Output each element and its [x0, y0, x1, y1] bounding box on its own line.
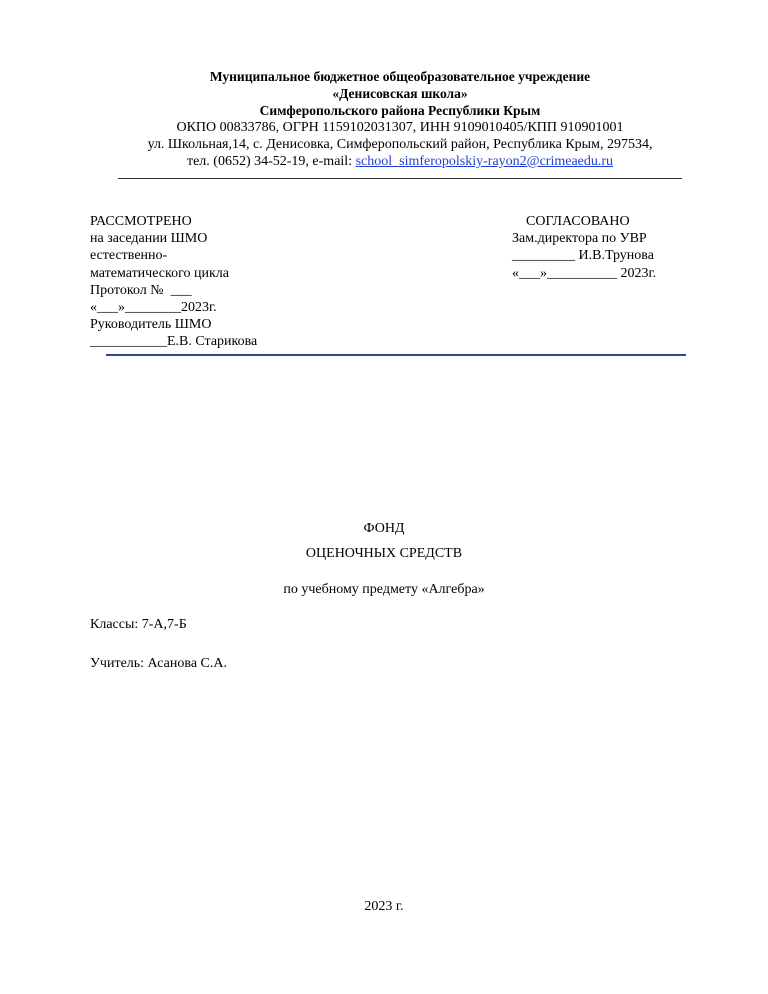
institution-name-line2: «Денисовская школа» [332, 86, 468, 101]
document-title-line1: ФОНД [363, 521, 405, 536]
document-teacher: Учитель: Асанова С.А. [90, 656, 227, 671]
email-link[interactable]: school_simferopolskiy-rayon2@crimeaedu.ru [355, 154, 614, 169]
agreed-date: «___»__________ 2023г. [512, 265, 657, 281]
institution-header [60, 68, 740, 170]
agreed-title: СОГЛАСОВАНО [526, 214, 630, 229]
considered-line1: на заседании ШМО [90, 231, 208, 247]
agreed-block [512, 213, 712, 282]
institution-codes: ОКПО 00833786, ОГРН 1159102031307, ИНН 9109010405/КПП 910901001 [176, 120, 624, 135]
document-classes: Классы: 7-А,7-Б [90, 617, 187, 632]
document-subject: по учебному предмету «Алгебра» [283, 582, 485, 597]
institution-address: ул. Школьная,14, с. Денисовка, Симферопольский район, Республика Крым, 297534, [147, 137, 653, 152]
institution-contacts [60, 153, 740, 170]
considered-head-label: Руководитель ШМО [90, 317, 212, 333]
agreed-signature: _________ И.В.Трунова [512, 248, 654, 264]
phone-text: тел. (0652) 34-52-19, e-mail: [186, 154, 356, 169]
institution-name-line1: Муниципальное бюджетное общеобразовательное учреждение [209, 69, 591, 84]
blue-divider [106, 354, 686, 356]
considered-line3: математического цикла [90, 265, 229, 281]
considered-line2: естественно- [90, 248, 168, 264]
considered-head-signature: ___________Е.В. Старикова [90, 334, 258, 350]
considered-block [90, 213, 350, 351]
document-title-line2: ОЦЕНОЧНЫХ СРЕДСТВ [305, 546, 463, 561]
document-year: 2023 г. [364, 899, 404, 914]
institution-name-line3: Симферопольского района Республики Крым [259, 103, 541, 118]
agreed-position: Зам.директора по УВР [512, 231, 647, 247]
considered-title: РАССМОТРЕНО [90, 214, 192, 229]
header-divider [118, 178, 682, 179]
considered-date: «___»________2023г. [90, 300, 217, 316]
considered-protocol: Протокол № ___ [90, 282, 192, 298]
